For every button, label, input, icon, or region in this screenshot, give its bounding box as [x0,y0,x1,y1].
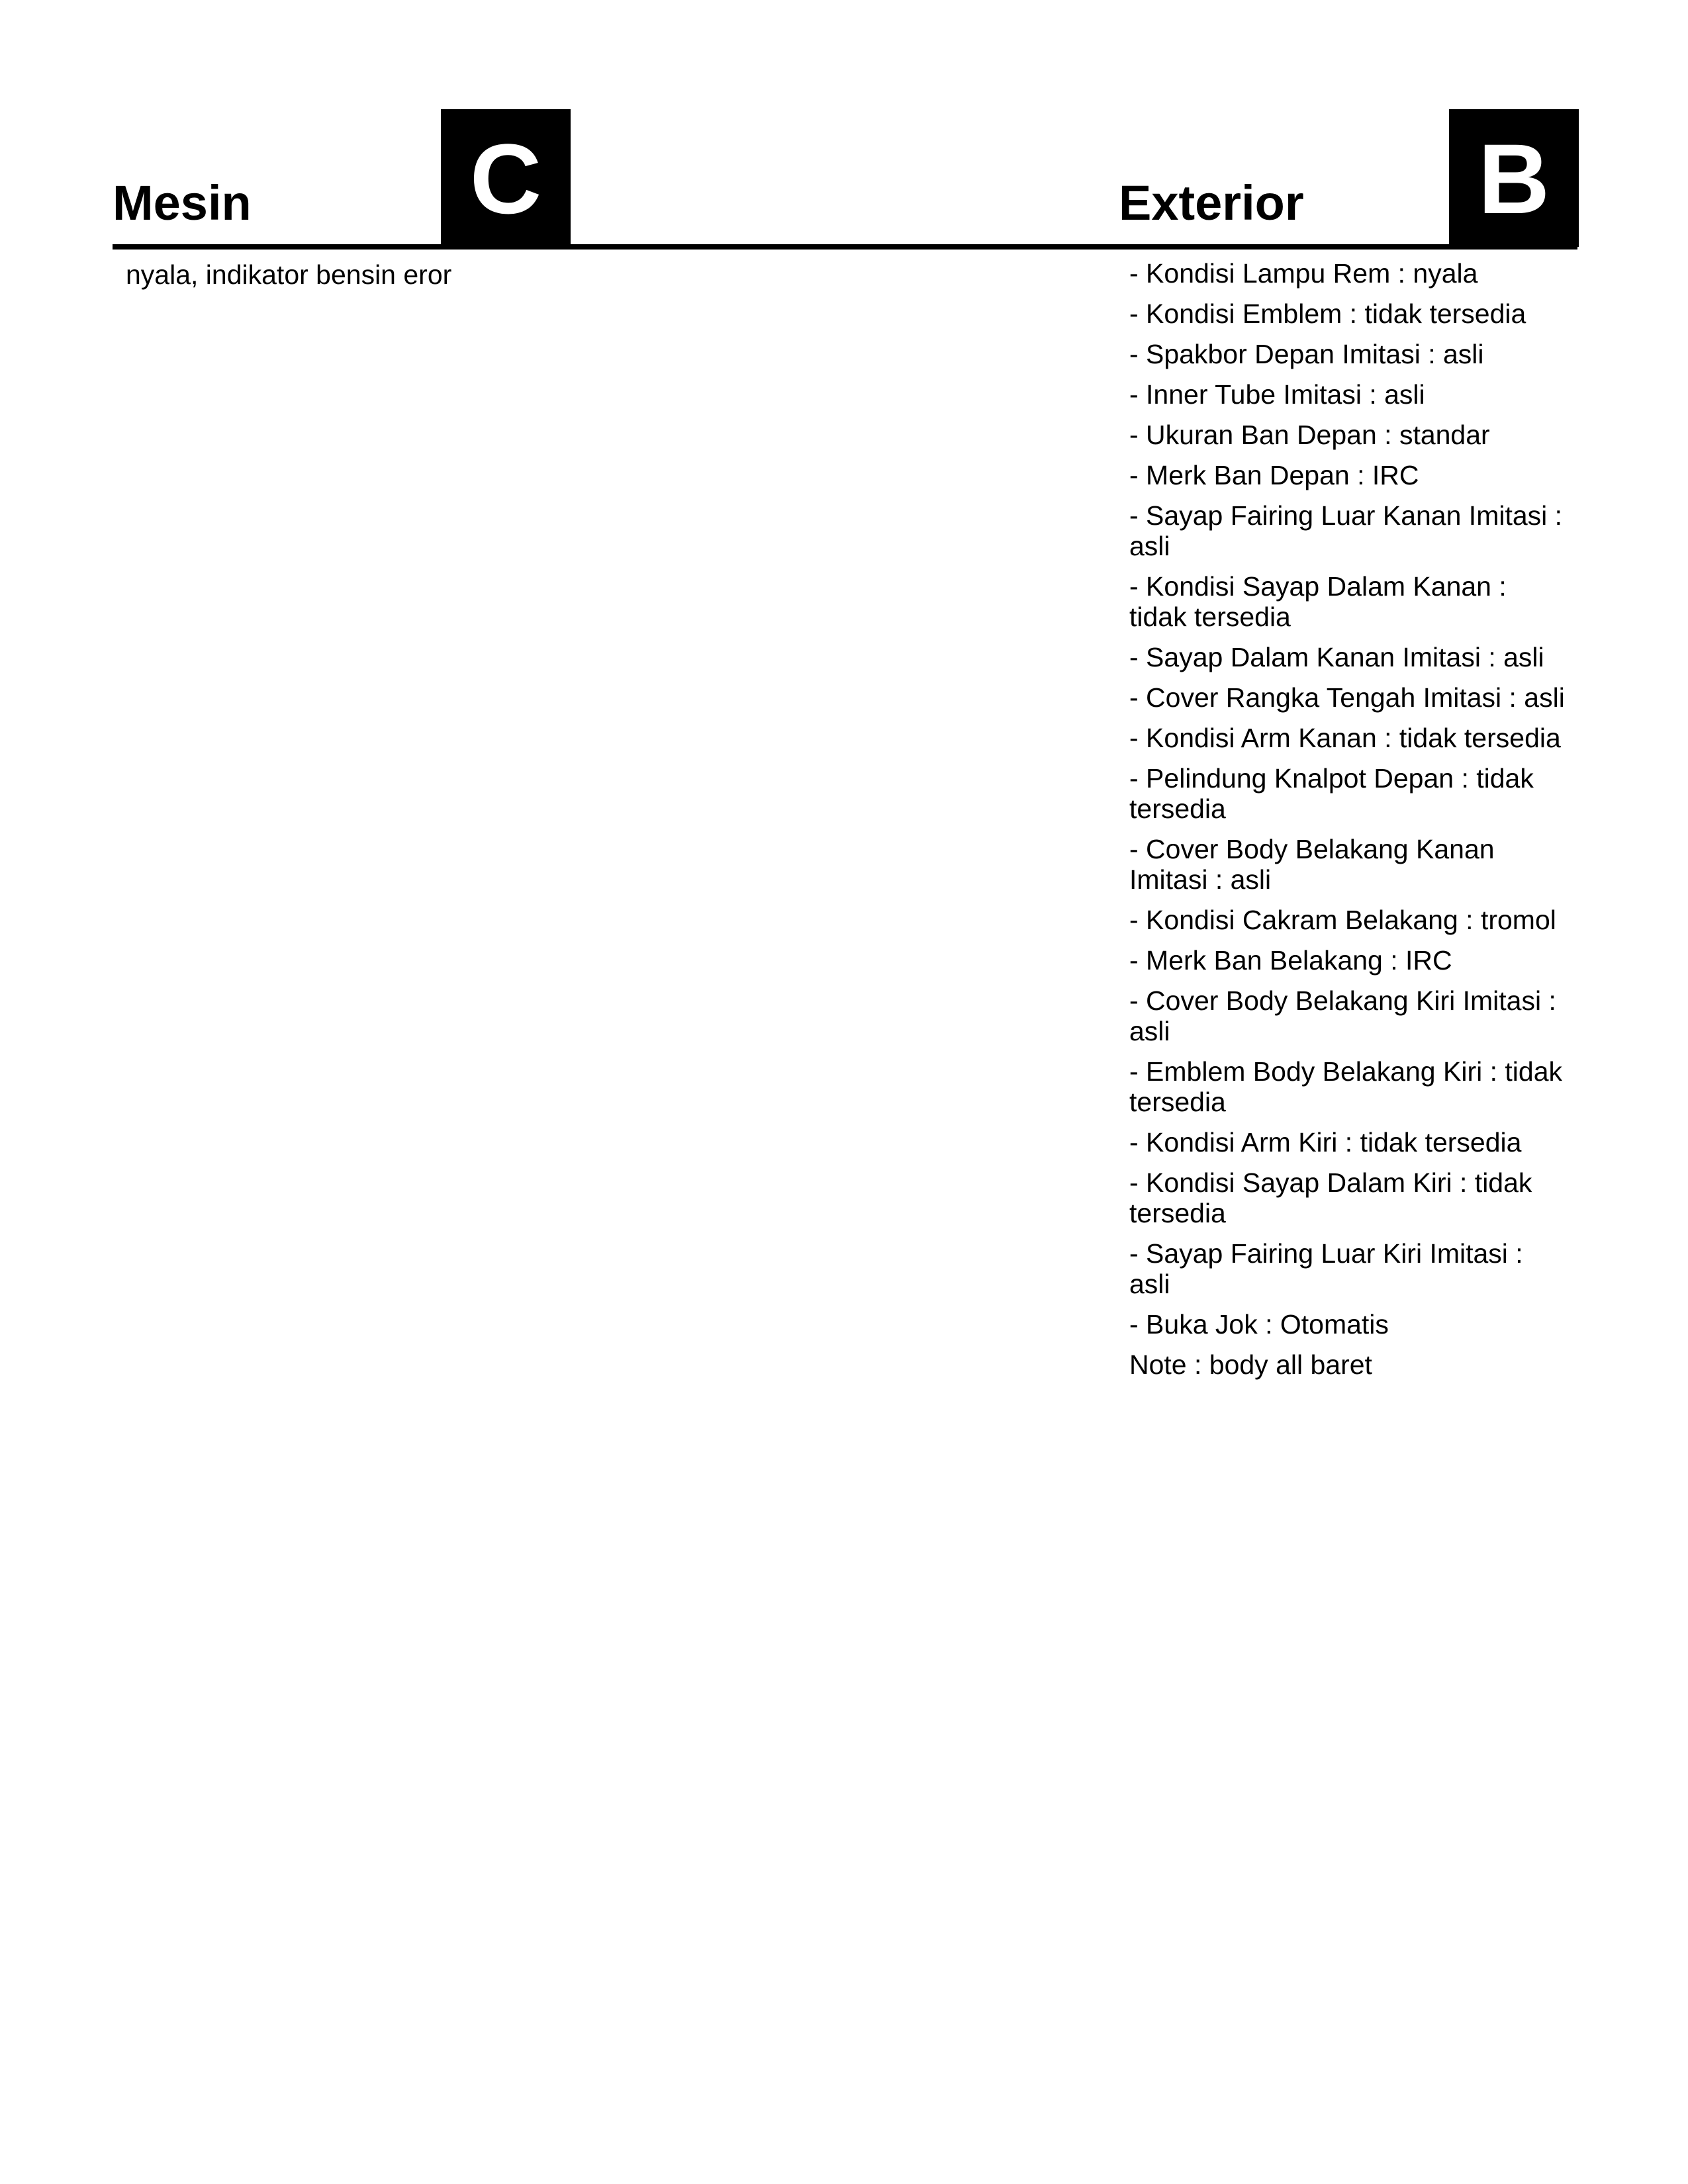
exterior-grade-badge: B [1449,109,1579,247]
exterior-section-title: Exterior [1119,175,1304,230]
list-item: - Pelindung Knalpot Depan : tidak tersedia [1129,763,1534,824]
list-item: - Kondisi Arm Kiri : tidak tersedia [1129,1127,1522,1158]
list-item: - Cover Rangka Tengah Imitasi : asli [1129,682,1565,713]
mesin-notes: nyala, indikator bensin eror [126,259,452,290]
list-item: - Cover Body Belakang Kanan Imitasi : asli [1129,834,1495,895]
list-item: - Cover Body Belakang Kiri Imitasi : asli [1129,985,1556,1046]
list-item: - Kondisi Cakram Belakang : tromol [1129,905,1556,935]
list-item: - Inner Tube Imitasi : asli [1129,379,1425,410]
list-item: - Spakbor Depan Imitasi : asli [1129,339,1484,369]
list-item: - Sayap Fairing Luar Kiri Imitasi : asli [1129,1238,1523,1299]
list-item: - Buka Jok : Otomatis [1129,1309,1389,1340]
list-item: - Kondisi Emblem : tidak tersedia [1129,298,1526,329]
list-item: - Merk Ban Depan : IRC [1129,460,1419,490]
list-item: - Merk Ban Belakang : IRC [1129,945,1452,976]
mesin-section-title: Mesin [113,175,252,230]
list-item: - Kondisi Sayap Dalam Kiri : tidak tersedia [1129,1167,1532,1228]
list-item: - Sayap Fairing Luar Kanan Imitasi : asli [1129,500,1563,561]
exterior-item-list [1129,258,1566,1390]
mesin-grade-badge: C [441,109,571,247]
list-item: - Sayap Dalam Kanan Imitasi : asli [1129,642,1544,672]
list-item: - Ukuran Ban Depan : standar [1129,420,1490,450]
header-divider [113,244,1577,250]
list-item: - Kondisi Arm Kanan : tidak tersedia [1129,723,1561,753]
list-item: - Emblem Body Belakang Kiri : tidak tersedia [1129,1056,1562,1117]
list-item: - Kondisi Lampu Rem : nyala [1129,258,1478,289]
note-item: Note : body all baret [1129,1349,1372,1380]
list-item: - Kondisi Sayap Dalam Kanan : tidak tersedia [1129,571,1507,632]
